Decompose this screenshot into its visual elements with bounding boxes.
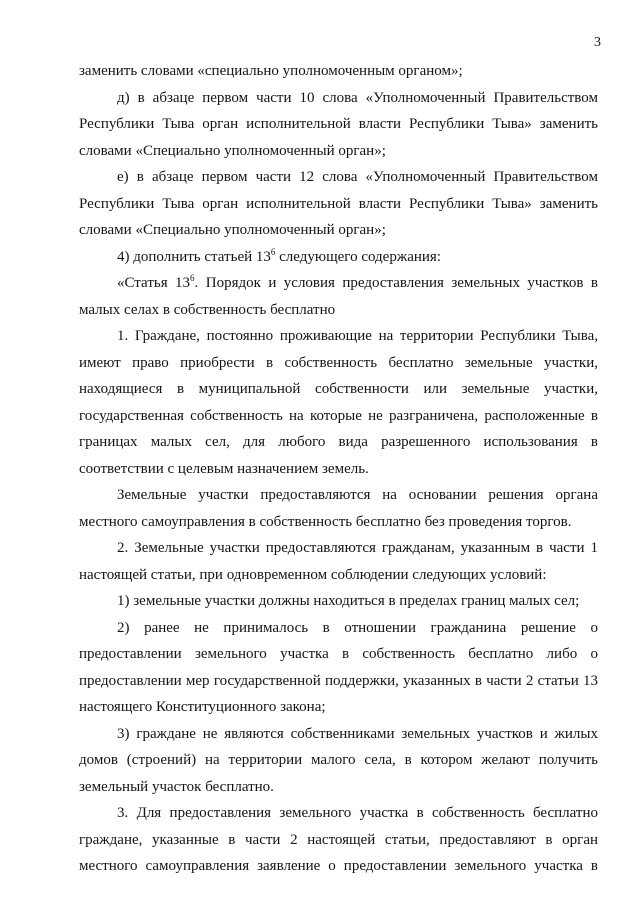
condition-2: 2) ранее не принималось в отношении гражданина решение о предоставлении земельного участка в собственность бесплатно либо о предоставлении мер государственной поддержки, указанных в части 2 статьи 13 настоящего Конституционного закона; [79, 619, 598, 715]
paragraph-continuation: заменить словами «специально уполномоченным органом»; [79, 63, 463, 79]
paragraph-item-d: д) в абзаце первом части 10 слова «Уполномоченный Правительством Республики Тыва орган исполнительной власти Республики Тыва» заменить словами «Специально уполномоченный орган»; [79, 89, 598, 159]
paragraph-item-4 [79, 244, 598, 271]
paragraph-item-4-tail: следующего содержания: [275, 248, 441, 265]
page-number: 3 [594, 35, 601, 50]
article-heading-title: . Порядок и условия предоставления земельных участков в малых селах в собственность бесплатно [79, 275, 598, 318]
article-heading [79, 270, 598, 323]
clause-1-paragraph-2: Земельные участки предоставляются на основании решения органа местного самоуправления в собственность бесплатно без проведения торгов. [79, 487, 598, 530]
clause-2: 2. Земельные участки предоставляются гражданам, указанным в части 1 настоящей статьи, при одновременном соблюдении следующих условий: [79, 540, 598, 583]
document-body [79, 58, 598, 880]
paragraph-item-e: е) в абзаце первом части 12 слова «Уполномоченный Правительством Республики Тыва орган исполнительной власти Республики Тыва» заменить словами «Специально уполномоченный орган»; [79, 169, 598, 238]
paragraph-item-4-text: 4) дополнить статьей 13 [117, 248, 271, 265]
clause-3: 3. Для предоставления земельного участка в собственность бесплатно граждане, указанные в части 2 настоящей статьи, предоставляют в орган местного самоуправления заявление о предоставлении земельного участка в [79, 805, 598, 874]
article-heading-superscript: 6 [190, 273, 195, 283]
condition-3: 3) граждане не являются собственниками земельных участков и жилых домов (строений) на территории малого села, в котором желают получить земельный участок бесплатно. [79, 725, 598, 795]
article-superscript: 6 [270, 246, 276, 257]
condition-1: 1) земельные участки должны находиться в пределах границ малых сел; [117, 593, 580, 609]
clause-1: 1. Граждане, постоянно проживающие на территории Республики Тыва, имеют право приобрести в собственность бесплатно земельные участки, находящиеся в муниципальной собственности или земельные участки, государственная собственность на которые не разграничена, расположенные в границах малых сел, для любого вида разрешенного использования в соответствии с целевым назначением земель. [79, 328, 598, 477]
article-heading-text: «Статья 13 [117, 275, 191, 291]
